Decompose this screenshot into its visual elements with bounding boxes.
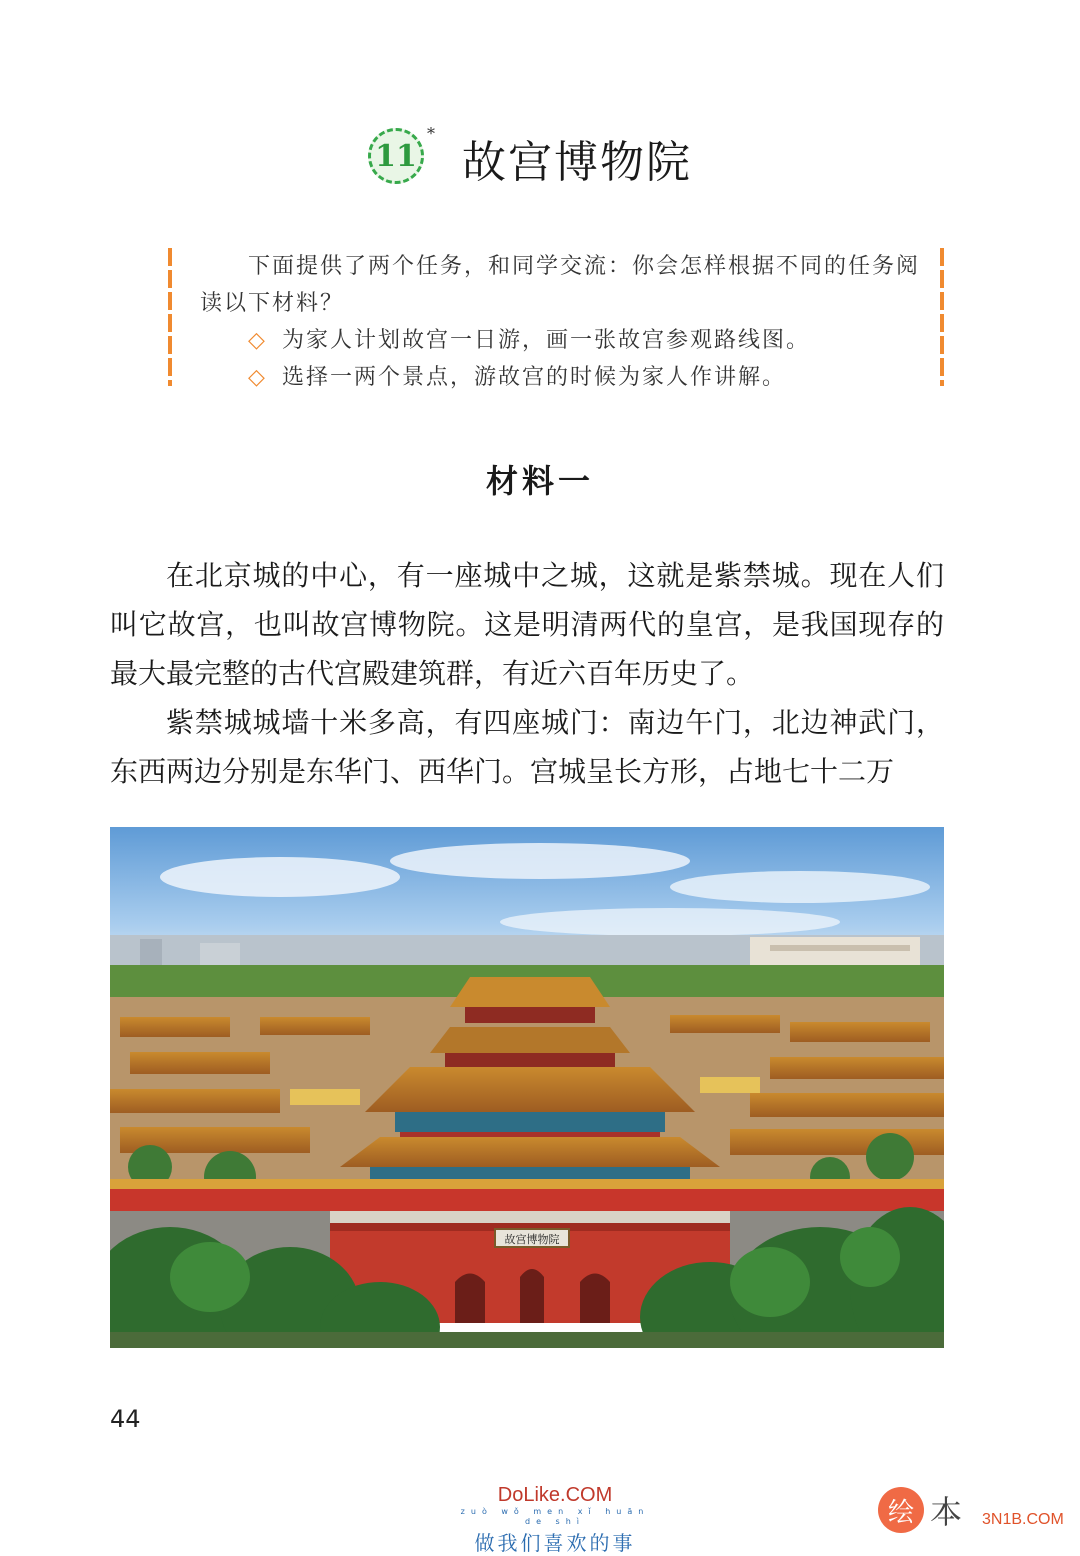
paragraph: 在北京城的中心，有一座城中之城，这就是紫禁城。现在人们叫它故宫，也叫故宫博物院。这是明清两代的皇宫，是我国现存的最大最完整的古代宫殿建筑群，有近六百年历史了。 bbox=[110, 559, 944, 690]
optional-lesson-marker: * bbox=[427, 124, 435, 143]
task-item-text: 选择一两个景点，游故宫的时候为家人作讲解。 bbox=[282, 365, 787, 390]
forbidden-city-photo bbox=[110, 827, 944, 1348]
section-title: 材料一 bbox=[485, 462, 594, 500]
task-box-left-border bbox=[168, 248, 172, 386]
task-item-text: 为家人计划故宫一日游，画一张故宫参观路线图。 bbox=[282, 328, 811, 353]
watermark-site: 3N1B.COM bbox=[982, 1511, 1064, 1528]
lesson-number-badge bbox=[368, 128, 424, 184]
watermark-char: 本 bbox=[930, 1493, 963, 1531]
lesson-header bbox=[0, 118, 1080, 198]
watermark-circle-logo: 绘 bbox=[878, 1487, 924, 1533]
watermark-slogan: 做我们喜欢的事 bbox=[474, 1531, 636, 1555]
diamond-bullet-icon: ◇ bbox=[248, 328, 267, 353]
watermark-domain: DoLike.COM bbox=[497, 1484, 613, 1506]
dolike-watermark bbox=[455, 1484, 655, 1556]
paragraph: 紫禁城城墙十米多高，有四座城门：南边午门，北边神武门，东西两边分别是东华门、西华门。宫城呈长方形，占地七十二万 bbox=[110, 706, 944, 788]
task-box-text bbox=[200, 248, 920, 396]
lesson-number: 11 bbox=[375, 138, 417, 174]
body-text bbox=[110, 551, 944, 796]
diamond-bullet-icon: ◇ bbox=[248, 365, 267, 390]
task-item bbox=[200, 322, 920, 359]
forbidden-city-illustration bbox=[110, 827, 944, 1348]
lesson-title: 故宫博物院 bbox=[462, 137, 692, 188]
3n1b-watermark bbox=[878, 1487, 1078, 1535]
task-box-right-border bbox=[940, 248, 944, 386]
watermark-pinyin: zuò wǒ men xǐ huān de shì bbox=[460, 1507, 650, 1526]
gate-plaque: 故宫博物院 bbox=[504, 1233, 560, 1246]
task-box bbox=[168, 248, 944, 388]
page-number: 44 bbox=[110, 1405, 141, 1433]
task-intro: 下面提供了两个任务，和同学交流：你会怎样根据不同的任务阅读以下材料？ bbox=[200, 254, 921, 316]
task-item bbox=[200, 359, 920, 396]
